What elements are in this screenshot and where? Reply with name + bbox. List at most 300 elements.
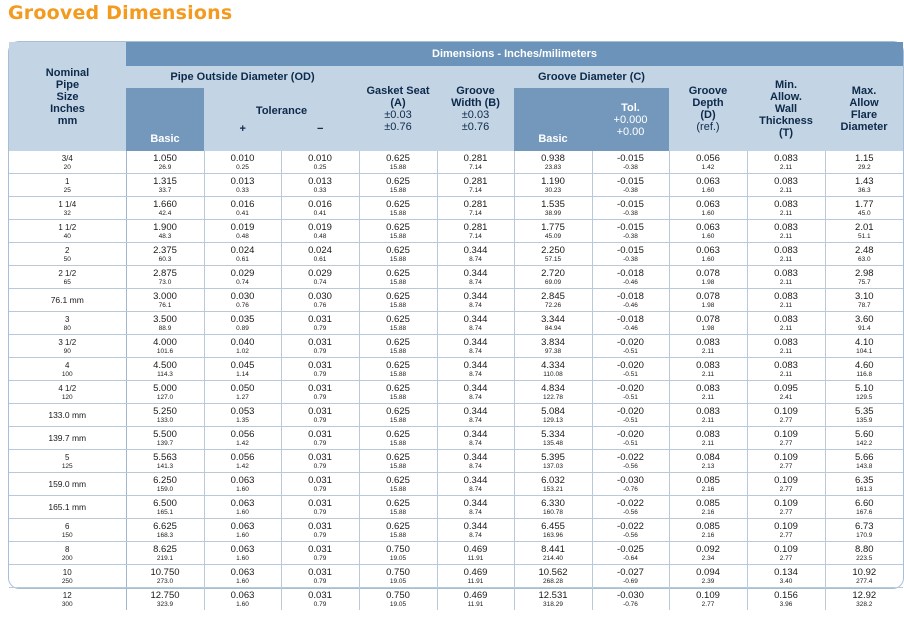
value-primary: 0.344 — [463, 405, 488, 417]
value-secondary: 127.0 — [156, 393, 174, 401]
value-secondary: 23.83 — [544, 163, 562, 171]
cell-groove-width — [437, 404, 514, 427]
value-primary: 0.030 — [308, 290, 332, 302]
value-primary: 0.085 — [696, 520, 720, 532]
value-secondary: 73.0 — [158, 278, 172, 286]
value-secondary: 159.0 — [156, 485, 174, 493]
value-secondary: 8.74 — [469, 531, 482, 539]
cell-groove-depth — [669, 404, 747, 427]
value-secondary: 20 — [63, 163, 71, 171]
cell-groove-width — [437, 358, 514, 381]
value-secondary: 0.41 — [313, 209, 327, 217]
value-secondary: 2.16 — [701, 485, 715, 493]
value-primary: -0.025 — [617, 543, 644, 555]
cell-tol-plus — [204, 473, 281, 496]
header-nominal-line: mm — [57, 114, 78, 127]
value-secondary: 2.13 — [701, 462, 715, 470]
header-nominal-line: Nominal — [45, 66, 90, 79]
value-secondary: 8.74 — [469, 485, 482, 493]
value-secondary: 160.78 — [543, 508, 563, 516]
cell-flare-diameter — [825, 450, 903, 473]
value-primary: 4.834 — [541, 382, 565, 394]
cell-flare-diameter — [825, 542, 903, 565]
value-secondary: 8.74 — [469, 278, 482, 286]
value-secondary: 88.9 — [158, 324, 172, 332]
table-row — [9, 381, 903, 404]
value-primary: -0.018 — [617, 290, 644, 302]
value-primary: -0.030 — [617, 474, 644, 486]
value-secondary: 114.3 — [157, 370, 173, 378]
cell-flare-diameter — [825, 473, 903, 496]
cell-tol-minus — [281, 289, 359, 312]
value-secondary: 139.7 — [156, 439, 174, 447]
value-primary: 0.013 — [308, 175, 332, 187]
value-secondary: 8.74 — [469, 370, 482, 378]
cell-flare-diameter — [825, 266, 903, 289]
cell-size — [9, 289, 126, 312]
value-secondary: 0.79 — [313, 324, 327, 332]
value-primary: -0.020 — [617, 336, 644, 348]
value-secondary: 1.02 — [236, 347, 249, 355]
cell-groove-depth — [669, 565, 747, 588]
value-secondary: 8.74 — [469, 439, 482, 447]
table-row — [9, 404, 903, 427]
value-secondary: 323.9 — [156, 600, 174, 608]
value-primary: 0.031 — [308, 520, 332, 532]
value-primary: 1.900 — [153, 221, 177, 233]
value-primary: 0.013 — [230, 175, 255, 187]
value-secondary: -0.38 — [623, 186, 638, 194]
value-primary: 1.77 — [855, 198, 874, 210]
value-primary: 2.48 — [855, 244, 874, 256]
cell-size — [9, 266, 126, 289]
cell-wall-thickness — [747, 197, 825, 220]
value-primary: -0.015 — [617, 244, 644, 256]
cell-gasket-seat — [359, 358, 437, 381]
value-secondary: 161.3 — [856, 485, 873, 493]
value-secondary: 15.88 — [389, 347, 407, 355]
header-wall-line: (T) — [778, 126, 794, 139]
value-primary: -0.018 — [617, 267, 644, 279]
cell-groove-diameter — [514, 312, 592, 335]
value-secondary: 63.0 — [857, 255, 871, 263]
value-primary: 0.469 — [463, 566, 488, 578]
cell-tol-minus — [281, 243, 359, 266]
value-secondary: 78.7 — [857, 301, 871, 309]
cell-gasket-seat — [359, 404, 437, 427]
value-secondary: 2.11 — [779, 232, 793, 240]
value-primary: 0.083 — [774, 336, 798, 348]
cell-groove-diameter — [514, 358, 592, 381]
value-primary: 2 1/2 — [58, 268, 77, 278]
cell-groove-width — [437, 427, 514, 450]
cell-groove-width — [437, 450, 514, 473]
value-secondary: 11.91 — [467, 577, 484, 585]
value-secondary: 15.88 — [389, 301, 407, 309]
value-secondary: -0.69 — [623, 577, 638, 585]
cell-groove-depth — [669, 266, 747, 289]
value-secondary: 0.79 — [313, 393, 327, 401]
cell-tol-minus — [281, 565, 359, 588]
header-tolerance-signs — [204, 123, 359, 135]
value-secondary: 250 — [61, 577, 73, 585]
header-wall-line: Min. — [775, 78, 797, 91]
header-gasket-seat — [359, 66, 437, 151]
cell-tol-plus — [204, 174, 281, 197]
header-groove-tol-line: +0.00 — [616, 125, 645, 138]
value-primary: -0.022 — [617, 520, 644, 532]
header-wall-line: Wall Thickness — [759, 102, 813, 127]
value-primary: 0.083 — [774, 152, 798, 164]
value-secondary: 57.15 — [544, 255, 562, 263]
value-primary: 5.10 — [855, 382, 874, 394]
cell-size — [9, 473, 126, 496]
cell-wall-thickness — [747, 358, 825, 381]
header-nominal-line: Inches — [50, 102, 85, 115]
cell-size — [9, 358, 126, 381]
value-secondary: -0.76 — [623, 600, 638, 608]
table-row — [9, 243, 903, 266]
value-primary: 0.109 — [774, 474, 798, 486]
cell-gasket-seat — [359, 473, 437, 496]
value-secondary: 120 — [61, 393, 73, 401]
value-primary: 6.250 — [153, 474, 177, 486]
value-secondary: 15.88 — [389, 531, 407, 539]
value-secondary: 15.88 — [389, 370, 407, 378]
value-secondary: 2.39 — [701, 577, 715, 585]
value-secondary: 3.96 — [779, 600, 793, 608]
value-primary: 0.031 — [308, 497, 332, 509]
cell-tol-plus — [204, 542, 281, 565]
value-primary: 1.660 — [153, 198, 177, 210]
cell-tol-minus — [281, 496, 359, 519]
cell-groove-width — [437, 588, 514, 611]
value-secondary: 19.05 — [389, 600, 407, 608]
header-groove-width-line: Groove — [456, 84, 495, 97]
value-primary: 6.73 — [855, 520, 874, 532]
value-secondary: 0.25 — [313, 163, 327, 171]
cell-od — [126, 312, 204, 335]
value-secondary: 1.42 — [236, 462, 249, 470]
value-primary: 0.344 — [463, 520, 488, 532]
cell-size — [9, 542, 126, 565]
value-primary: 12 — [62, 590, 72, 600]
cell-groove-depth — [669, 450, 747, 473]
cell-groove-depth — [669, 519, 747, 542]
value-secondary: 2.11 — [701, 393, 715, 401]
cell-gasket-seat — [359, 496, 437, 519]
cell-od — [126, 289, 204, 312]
cell-od — [126, 381, 204, 404]
value-primary: 0.281 — [463, 152, 488, 164]
value-secondary: 2.77 — [779, 485, 793, 493]
cell-tol-minus — [281, 381, 359, 404]
value-primary: 0.078 — [696, 313, 720, 325]
cell-tol-plus — [204, 243, 281, 266]
cell-groove-tol — [592, 496, 669, 519]
value-primary: 0.045 — [230, 359, 255, 371]
value-primary: 0.625 — [386, 221, 410, 233]
cell-tol-minus — [281, 335, 359, 358]
cell-groove-tol — [592, 358, 669, 381]
cell-groove-diameter — [514, 174, 592, 197]
cell-flare-diameter — [825, 312, 903, 335]
cell-groove-diameter — [514, 404, 592, 427]
value-primary: 0.625 — [386, 497, 410, 509]
cell-gasket-seat — [359, 588, 437, 611]
value-primary: 0.750 — [386, 566, 410, 578]
cell-wall-thickness — [747, 542, 825, 565]
cell-wall-thickness — [747, 427, 825, 450]
cell-gasket-seat — [359, 542, 437, 565]
cell-od — [126, 266, 204, 289]
value-primary: -0.020 — [617, 428, 644, 440]
cell-flare-diameter — [825, 197, 903, 220]
cell-size — [9, 312, 126, 335]
cell-groove-diameter — [514, 542, 592, 565]
table-row — [9, 542, 903, 565]
value-secondary: 2.11 — [779, 163, 793, 171]
cell-groove-width — [437, 151, 514, 174]
cell-wall-thickness — [747, 404, 825, 427]
cell-groove-width — [437, 542, 514, 565]
value-secondary: 45.0 — [857, 209, 871, 217]
cell-wall-thickness — [747, 266, 825, 289]
value-primary: 0.084 — [696, 451, 720, 463]
value-primary: 10.92 — [852, 566, 877, 578]
value-secondary: 45.09 — [544, 232, 562, 240]
value-primary: 0.031 — [308, 428, 332, 440]
value-primary: 0.625 — [386, 290, 410, 302]
cell-wall-thickness — [747, 473, 825, 496]
value-secondary: 0.33 — [313, 186, 327, 194]
value-primary: 0.344 — [463, 290, 488, 302]
cell-flare-diameter — [825, 358, 903, 381]
cell-groove-depth — [669, 358, 747, 381]
cell-groove-tol — [592, 519, 669, 542]
value-primary: 5.334 — [541, 428, 565, 440]
value-primary: 5.60 — [855, 428, 874, 440]
cell-groove-tol — [592, 473, 669, 496]
value-primary: 0.344 — [463, 428, 488, 440]
value-secondary: 51.1 — [857, 232, 871, 240]
value-primary: 6.625 — [153, 520, 177, 532]
value-primary: 0.029 — [230, 267, 255, 279]
value-primary: 6.35 — [855, 474, 874, 486]
cell-gasket-seat — [359, 220, 437, 243]
cell-size — [9, 220, 126, 243]
table-row — [9, 358, 903, 381]
value-primary: 2.875 — [153, 267, 177, 279]
cell-groove-diameter — [514, 266, 592, 289]
value-primary: 0.625 — [386, 313, 410, 325]
cell-groove-diameter — [514, 381, 592, 404]
value-secondary: 76.1 — [158, 301, 172, 309]
cell-od — [126, 542, 204, 565]
value-primary: 2.720 — [541, 267, 565, 279]
value-primary: 0.625 — [386, 267, 410, 279]
value-secondary: 0.79 — [313, 554, 327, 562]
value-primary: 0.281 — [463, 198, 488, 210]
value-primary: 4 — [65, 360, 70, 370]
value-primary: 0.031 — [308, 359, 332, 371]
cell-size — [9, 519, 126, 542]
cell-flare-diameter — [825, 588, 903, 611]
cell-groove-tol — [592, 289, 669, 312]
value-primary: 0.083 — [774, 267, 798, 279]
value-secondary: 0.74 — [236, 278, 249, 286]
cell-tol-plus — [204, 266, 281, 289]
value-secondary: 0.79 — [313, 600, 327, 608]
cell-groove-width — [437, 197, 514, 220]
cell-groove-depth — [669, 289, 747, 312]
value-secondary: 15.88 — [389, 278, 407, 286]
value-primary: 8.80 — [855, 543, 874, 555]
value-primary: 0.344 — [463, 313, 488, 325]
cell-tol-plus — [204, 358, 281, 381]
value-secondary: 2.77 — [779, 416, 793, 424]
value-primary: 8 — [65, 544, 70, 554]
value-primary: 0.469 — [463, 589, 488, 601]
cell-od — [126, 358, 204, 381]
value-primary: 0.078 — [696, 290, 720, 302]
value-primary: 0.083 — [774, 198, 798, 210]
value-primary: 0.063 — [230, 566, 255, 578]
value-secondary: 153.21 — [543, 485, 563, 493]
value-secondary: 1.98 — [701, 278, 715, 286]
cell-gasket-seat — [359, 519, 437, 542]
value-primary: 0.109 — [774, 543, 798, 555]
value-secondary: -0.38 — [623, 163, 638, 171]
value-primary: 4.334 — [541, 359, 565, 371]
value-primary: 0.281 — [463, 175, 488, 187]
value-secondary: 11.91 — [467, 600, 484, 608]
value-secondary: 0.41 — [236, 209, 249, 217]
value-primary: 0.030 — [230, 290, 255, 302]
value-secondary: -0.38 — [623, 209, 638, 217]
cell-od — [126, 197, 204, 220]
value-primary: 2.375 — [153, 244, 177, 256]
value-primary: 0.938 — [541, 152, 565, 164]
value-secondary: 15.88 — [389, 255, 407, 263]
value-primary: 0.095 — [774, 382, 798, 394]
value-secondary: 32 — [63, 209, 71, 217]
value-secondary: 268.28 — [543, 577, 563, 585]
value-primary: -0.020 — [617, 405, 644, 417]
cell-od — [126, 427, 204, 450]
cell-wall-thickness — [747, 496, 825, 519]
value-secondary: 101.6 — [156, 347, 174, 355]
cell-tol-plus — [204, 197, 281, 220]
value-primary: 0.083 — [774, 221, 798, 233]
value-secondary: 0.79 — [313, 462, 327, 470]
value-primary: 0.344 — [463, 267, 488, 279]
value-secondary: -0.76 — [623, 485, 638, 493]
value-primary: 0.063 — [696, 221, 720, 233]
cell-gasket-seat — [359, 289, 437, 312]
value-secondary: 0.79 — [313, 577, 327, 585]
value-secondary: 135.9 — [856, 416, 873, 424]
cell-groove-width — [437, 174, 514, 197]
cell-size — [9, 496, 126, 519]
value-primary: 1 — [65, 176, 70, 186]
value-secondary: 2.77 — [779, 462, 793, 470]
header-depth-line: (D) — [700, 108, 716, 121]
value-primary: 0.031 — [308, 451, 332, 463]
value-secondary: 165.1 — [156, 508, 174, 516]
value-secondary: 1.60 — [236, 531, 249, 539]
cell-wall-thickness — [747, 289, 825, 312]
header-groove-diameter: Groove Diameter (C) — [514, 66, 669, 88]
table-row — [9, 312, 903, 335]
cell-tol-minus — [281, 542, 359, 565]
value-primary: 0.056 — [696, 152, 720, 164]
cell-flare-diameter — [825, 220, 903, 243]
cell-groove-tol — [592, 220, 669, 243]
value-primary: -0.020 — [617, 359, 644, 371]
cell-tol-plus — [204, 151, 281, 174]
value-primary: 0.050 — [230, 382, 255, 394]
value-primary: 0.109 — [774, 428, 798, 440]
cell-groove-depth — [669, 496, 747, 519]
cell-groove-depth — [669, 174, 747, 197]
cell-tol-minus — [281, 358, 359, 381]
value-primary: 76.1 mm — [50, 295, 84, 305]
cell-groove-width — [437, 266, 514, 289]
value-primary: 0.083 — [774, 175, 798, 187]
cell-tol-plus — [204, 450, 281, 473]
cell-od — [126, 588, 204, 611]
cell-tol-minus — [281, 450, 359, 473]
value-secondary: 2.11 — [779, 255, 793, 263]
value-primary: 0.029 — [308, 267, 332, 279]
value-secondary: 29.2 — [857, 163, 871, 171]
value-primary: 0.083 — [696, 336, 720, 348]
table-row — [9, 197, 903, 220]
cell-gasket-seat — [359, 174, 437, 197]
value-secondary: 300 — [61, 600, 73, 608]
value-primary: 0.109 — [774, 520, 798, 532]
value-secondary: -0.56 — [623, 462, 638, 470]
value-secondary: 2.11 — [779, 186, 793, 194]
value-primary: 2 — [65, 245, 70, 255]
cell-flare-diameter — [825, 243, 903, 266]
cell-od — [126, 450, 204, 473]
value-primary: 0.344 — [463, 336, 488, 348]
cell-size — [9, 404, 126, 427]
value-secondary: 3.40 — [779, 577, 793, 585]
value-primary: -0.015 — [617, 221, 644, 233]
value-primary: 5.000 — [153, 382, 177, 394]
cell-groove-tol — [592, 565, 669, 588]
header-nominal-line: Size — [56, 90, 79, 103]
value-secondary: 15.88 — [389, 186, 407, 194]
value-primary: 3.000 — [153, 290, 177, 302]
cell-tol-minus — [281, 197, 359, 220]
value-secondary: 8.74 — [469, 301, 482, 309]
cell-groove-depth — [669, 312, 747, 335]
value-primary: 0.010 — [308, 152, 332, 164]
value-primary: 5.084 — [541, 405, 565, 417]
value-secondary: 90 — [63, 347, 71, 355]
value-secondary: 8.74 — [469, 462, 482, 470]
value-primary: 0.085 — [696, 474, 720, 486]
value-secondary: 167.6 — [856, 508, 873, 516]
cell-size — [9, 588, 126, 611]
value-secondary: 0.79 — [313, 416, 327, 424]
value-secondary: 8.74 — [469, 416, 482, 424]
cell-groove-diameter — [514, 335, 592, 358]
